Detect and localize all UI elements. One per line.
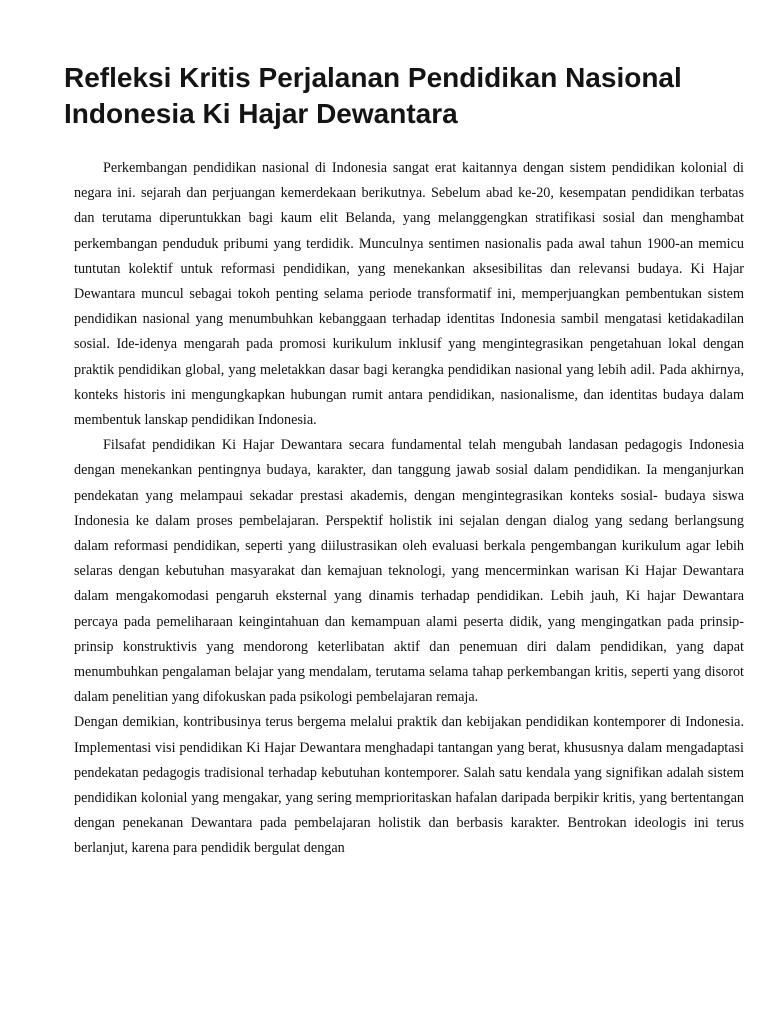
paragraph-3: Dengan demikian, kontribusinya terus bergema melalui praktik dan kebijakan pendidikan kontemporer di Indonesia. Implementasi visi pendidikan Ki Hajar Dewantara menghadapi tantangan yang berat, khususnya dalam mengadaptasi pendekatan pedagogis tradisional terhadap kebutuhan kontemporer. Salah satu kendala yang signifikan adalah sistem pendidikan kolonial yang mengakar, yang sering memprioritaskan hafalan daripada berpikir kritis, yang bertentangan dengan penekanan Dewantara pada pembelajaran holistik dan berbasis karakter. Bentrokan ideologis ini terus berlanjut, karena para pendidik bergulat dengan: [74, 714, 744, 857]
paragraph-1: Perkembangan pendidikan nasional di Indonesia sangat erat kaitannya dengan sistem pendidikan kolonial di negara ini. sejarah dan perjuangan kemerdekaan berikutnya. Sebelum abad ke-20, kesempatan pendidikan terbatas dan terutama diperuntukkan bagi kaum elit Belanda, yang melanggengkan stratifikasi sosial dan menghambat perkembangan penduduk pribumi yang terdidik. Munculnya sentimen nasionalis pada awal tahun 1900-an memicu tuntutan kolektif untuk reformasi pendidikan, yang menekankan aksesibilitas dan relevansi budaya. Ki Hajar Dewantara muncul sebagai tokoh penting selama periode transformatif ini, memperjuangkan pembentukan sistem pendidikan nasional yang menumbuhkan kebanggaan terhadap identitas Indonesia sambil mengatasi ketidakadilan sosial. Ide-idenya mengarah pada promosi kurikulum inklusif yang mengintegrasikan pengetahuan lokal dengan praktik pendidikan global, yang meletakkan dasar bagi kerangka pendidikan nasional yang lebih adil. Pada akhirnya, konteks historis ini mengungkapkan hubungan rumit antara pendidikan, nasionalisme, dan identitas budaya dalam membentuk lanskap pendidikan Indonesia.: [74, 160, 744, 429]
paragraph-2: Filsafat pendidikan Ki Hajar Dewantara secara fundamental telah mengubah landasan pedagogis Indonesia dengan menekankan pentingnya budaya, karakter, dan tanggung jawab sosial dalam pendidikan. Ia menganjurkan pendekatan yang melampaui sekadar prestasi akademis, dengan mengintegrasikan konteks sosial- budaya siswa Indonesia ke dalam proses pembelajaran. Perspektif holistik ini sejalan dengan dialog yang sedang berlangsung dalam reformasi pendidikan, seperti yang diilustrasikan oleh evaluasi berkala pengembangan kurikulum agar lebih selaras dengan kebutuhan masyarakat dan kemajuan teknologi, yang mencerminkan warisan Ki Hajar Dewantara dalam mengakomodasi pengaruh eksternal yang dinamis terhadap pendidikan. Lebih jauh, Ki hajar Dewantara percaya pada pemeliharaan keingintahuan dan kemampuan alami peserta didik, yang mengingatkan pada prinsip-prinsip konstruktivis yang mendorong keterlibatan aktif dan penemuan diri dalam pendidikan, yang dapat menumbuhkan pengalaman belajar yang mendalam, terutama selama tahap perkembangan kritis, seperti yang disorot dalam penelitian yang difokuskan pada psikologi pembelajaran remaja.: [74, 437, 744, 706]
document-body: [74, 156, 744, 862]
document-title: Refleksi Kritis Perjalanan Pendidikan Nasional Indonesia Ki Hajar Dewantara: [64, 62, 682, 129]
